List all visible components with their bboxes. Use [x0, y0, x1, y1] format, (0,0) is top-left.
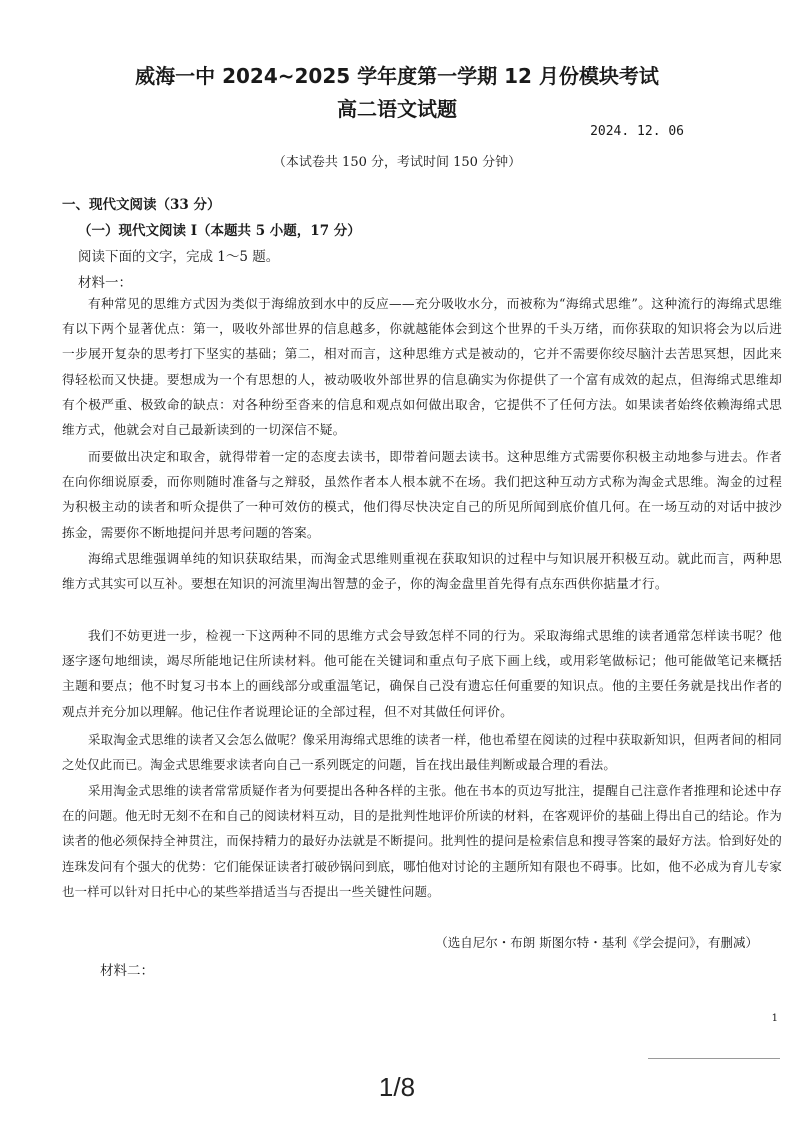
page-indicator: 1/8	[378, 1072, 416, 1102]
paragraph-6: 采用淘金式思维的读者常常质疑作者为何要提出各种各样的主张。他在书本的页边写批注，提醒自己注意作者推理和论述中存在的问题。他无时无刻不在和自己的阅读材料互动，目的是批判性地评价所读的材料，在客观评价的基础上得出自己的结论。作为读者的他必须保持全神贯注，而保持精力的最好办法就是不断提问。批判性的提问是检索信息和搜寻答案的最好方法。恰到好处的连珠发问有个强大的优势：它们能保证读者打破砂锅问到底，哪怕他对讨论的主题所知有限也不碍事。比如，他不必成为育儿专家也一样可以针对日托中心的某些举措适当与否提出一些关键性问题。	[62, 783, 782, 899]
exam-note: （本试卷共 150 分，考试时间 150 分钟）	[272, 155, 522, 170]
page-number: 1	[771, 1013, 778, 1024]
instruction-text: 阅读下面的文字，完成 1～5 题。	[78, 249, 280, 265]
paragraph-4: 我们不妨更进一步，检视一下这两种不同的思维方式会导致怎样不同的行为。采取海绵式思维的读者通常怎样读书呢？他逐字逐句地细读，竭尽所能地记住所读材料。他可能在关键词和重点句子底下画上线，或用彩笔做标记；他可能做笔记来概括主题和要点；他不时复习书本上的画线部分或重温笔记，确保自己没有遗忘任何重要的知识点。他的主要任务就是找出作者的观点并充分加以理解。他记住作者说理论证的全部过程，但不对其做任何评价。	[62, 628, 782, 719]
source-citation: （选自尼尔・布朗 斯图尔特・基利《学会提问》，有删减）	[435, 935, 758, 950]
paragraph-2: 而要做出决定和取舍，就得带着一定的态度去读书，即带着问题去读书。这种思维方式需要你积极主动地参与进去。作者在向你细说原委，而你则随时准备与之辩驳，虽然作者本人根本就不在场。我们把这种互动方式称为淘金式思维。淘金的过程为积极主动的读者和听众提供了一种可效仿的模式，他们得尽快决定自己的所见所闻到底价值几何。在一场互动的对话中披沙拣金，需要你不断地提问并思考问题的答案。	[62, 449, 782, 540]
paragraph-3: 海绵式思维强调单纯的知识获取结果，而淘金式思维则重视在获取知识的过程中与知识展开积极互动。就此而言，两种思维方式其实可以互补。要想在知识的河流里淘出智慧的金子，你的淘金盘里首先得有点东西供你掂量才行。	[62, 551, 782, 592]
material2-label: 材料二：	[100, 963, 154, 979]
material1-label: 材料一：	[78, 275, 132, 291]
exam-date: 2024. 12. 06	[590, 124, 684, 139]
section-heading: 一、现代文阅读（33 分）	[62, 197, 221, 213]
exam-title: 威海一中 2024~2025 学年度第一学期 12 月份模块考试	[135, 64, 659, 88]
paragraph-5: 采取淘金式思维的读者又会怎么做呢？像采用海绵式思维的读者一样，他也希望在阅读的过程中获取新知识，但两者间的相同之处仅此而已。淘金式思维要求读者向自己一系列既定的问题，旨在找出最佳判断或最合理的看法。	[62, 732, 782, 773]
paragraph-1: 有种常见的思维方式因为类似于海绵放到水中的反应——充分吸收水分，而被称为“海绵式思维”。这种流行的海绵式思维有以下两个显著优点：第一，吸收外部世界的信息越多，你就越能体会到这个世界的千头万绪，而你获取的知识将会为以后进一步展开复杂的思考打下坚实的基础；第二，相对而言，这种思维方式是被动的，它并不需要你绞尽脑汁去苦思冥想，因此来得轻松而又快捷。要想成为一个有思想的人，被动吸收外部世界的信息确实为你提供了一个富有成效的起点，但海绵式思维却有个极严重、极致命的缺点：对各种纷至沓来的信息和观点如何做出取舍，它提供不了任何方法。如果读者始终依赖海绵式思维方式，他就会对自己最新读到的一切深信不疑。	[62, 296, 782, 438]
exam-subtitle: 高二语文试题	[337, 97, 457, 121]
sub-section-heading: （一）现代文阅读 I（本题共 5 小题，17 分）	[78, 223, 361, 239]
footer-rule	[648, 1058, 780, 1059]
